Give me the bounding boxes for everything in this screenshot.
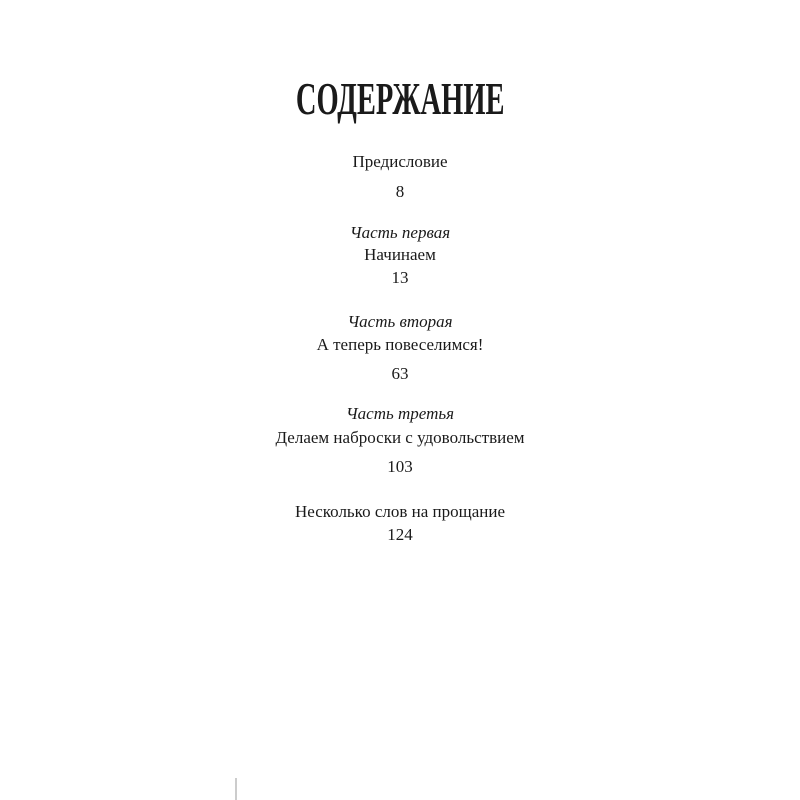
toc-entry-page: 63: [391, 364, 409, 383]
toc-entry-title: Предисловие: [352, 152, 448, 171]
toc-entry-page: 8: [395, 182, 405, 201]
page-title-text: СОДЕРЖАНИЕ: [295, 73, 505, 124]
toc-entry-page: 103: [387, 457, 413, 476]
toc-entry-title: Делаем наброски с удовольствием: [275, 428, 525, 447]
toc-entry-page: 124: [387, 525, 413, 544]
toc-entry-title: Несколько слов на прощание: [294, 502, 506, 521]
toc-part-label: Часть третья: [345, 404, 455, 423]
toc-part-label: Часть вторая: [347, 312, 453, 331]
toc-part-label: Часть первая: [349, 223, 451, 242]
toc-entry-page: 13: [391, 268, 409, 287]
toc-entry-title: А теперь повеселимся!: [316, 335, 484, 354]
toc-entry-title: Начинаем: [364, 245, 436, 264]
page-edge-line: [235, 778, 237, 800]
page-title: [0, 74, 800, 124]
